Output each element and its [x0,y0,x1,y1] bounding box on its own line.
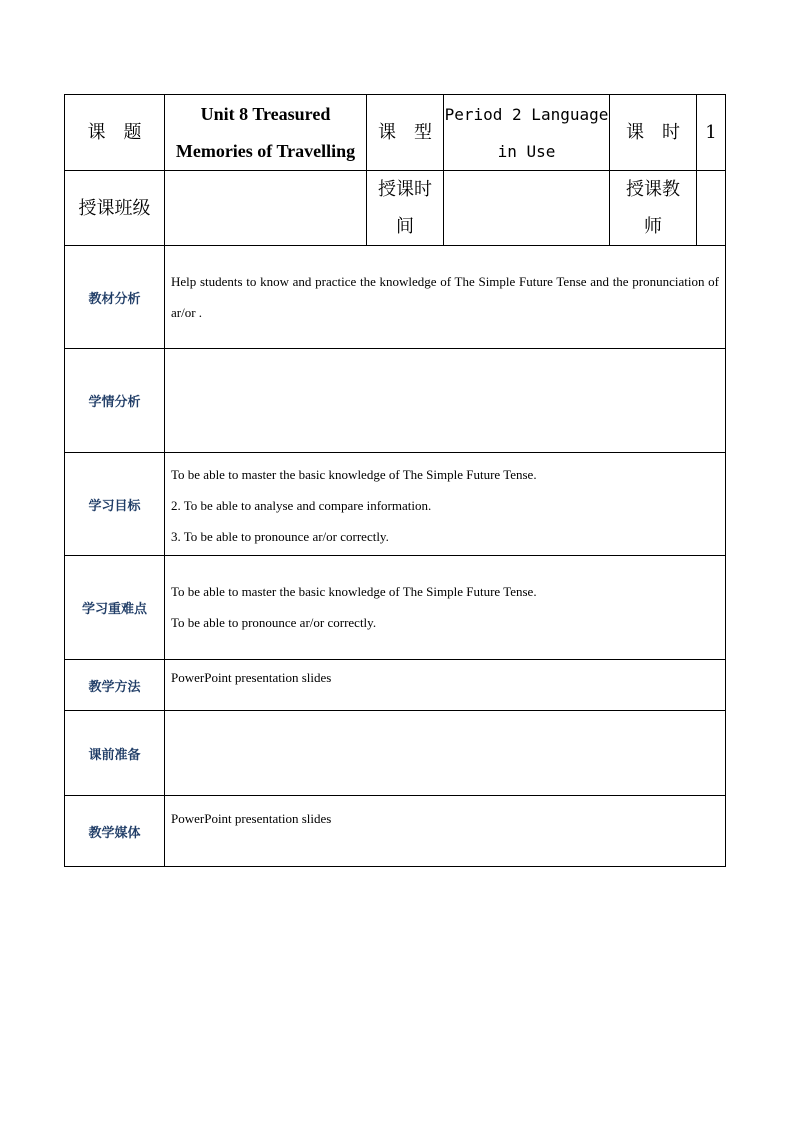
row-label: 教学方法 [65,660,165,711]
row-line: Help students to know and practice the knowledge of The Simple Future Tense and the pronunciation of ar/or . [171,274,719,320]
class-value [165,171,367,246]
teacher-value [697,171,726,246]
row-content [165,711,726,796]
row-content [165,556,726,660]
time-value [444,171,610,246]
row-label: 学习目标 [65,453,165,556]
row-teaching-media [65,796,726,867]
row-content [165,453,726,556]
row-content [165,660,726,711]
type-value: Period 2 Language in Use [444,95,610,171]
row-label: 学习重难点 [65,556,165,660]
teacher-label: 授课教师 [610,171,697,246]
header-row-1 [65,95,726,171]
row-teaching-method [65,660,726,711]
row-line: PowerPoint presentation slides [171,670,332,685]
row-label: 教材分析 [65,246,165,349]
row-line: PowerPoint presentation slides [171,811,332,826]
row-line: To be able to master the basic knowledge of The Simple Future Tense. [171,467,537,482]
row-line: To be able to master the basic knowledge of The Simple Future Tense. [171,584,537,599]
hours-value: 1 [697,95,726,171]
topic-value: Unit 8 Treasured Memories of Travelling [165,95,367,171]
row-label: 学情分析 [65,349,165,453]
type-label: 课 型 [367,95,444,171]
row-content [165,349,726,453]
header-row-2 [65,171,726,246]
row-label: 课前准备 [65,711,165,796]
row-textbook-analysis [65,246,726,349]
lesson-plan-table [64,94,726,867]
row-content [165,796,726,867]
row-label: 教学媒体 [65,796,165,867]
row-content [165,246,726,349]
class-label: 授课班级 [65,171,165,246]
topic-label: 课 题 [65,95,165,171]
row-line: 3. To be able to pronounce ar/or correctly. [171,529,389,544]
row-line: 2. To be able to analyse and compare information. [171,498,432,513]
hours-label: 课 时 [610,95,697,171]
row-line: To be able to pronounce ar/or correctly. [171,615,377,630]
time-label: 授课时间 [367,171,444,246]
row-preparation [65,711,726,796]
row-learning-objectives [65,453,726,556]
row-student-analysis [65,349,726,453]
row-key-difficulties [65,556,726,660]
